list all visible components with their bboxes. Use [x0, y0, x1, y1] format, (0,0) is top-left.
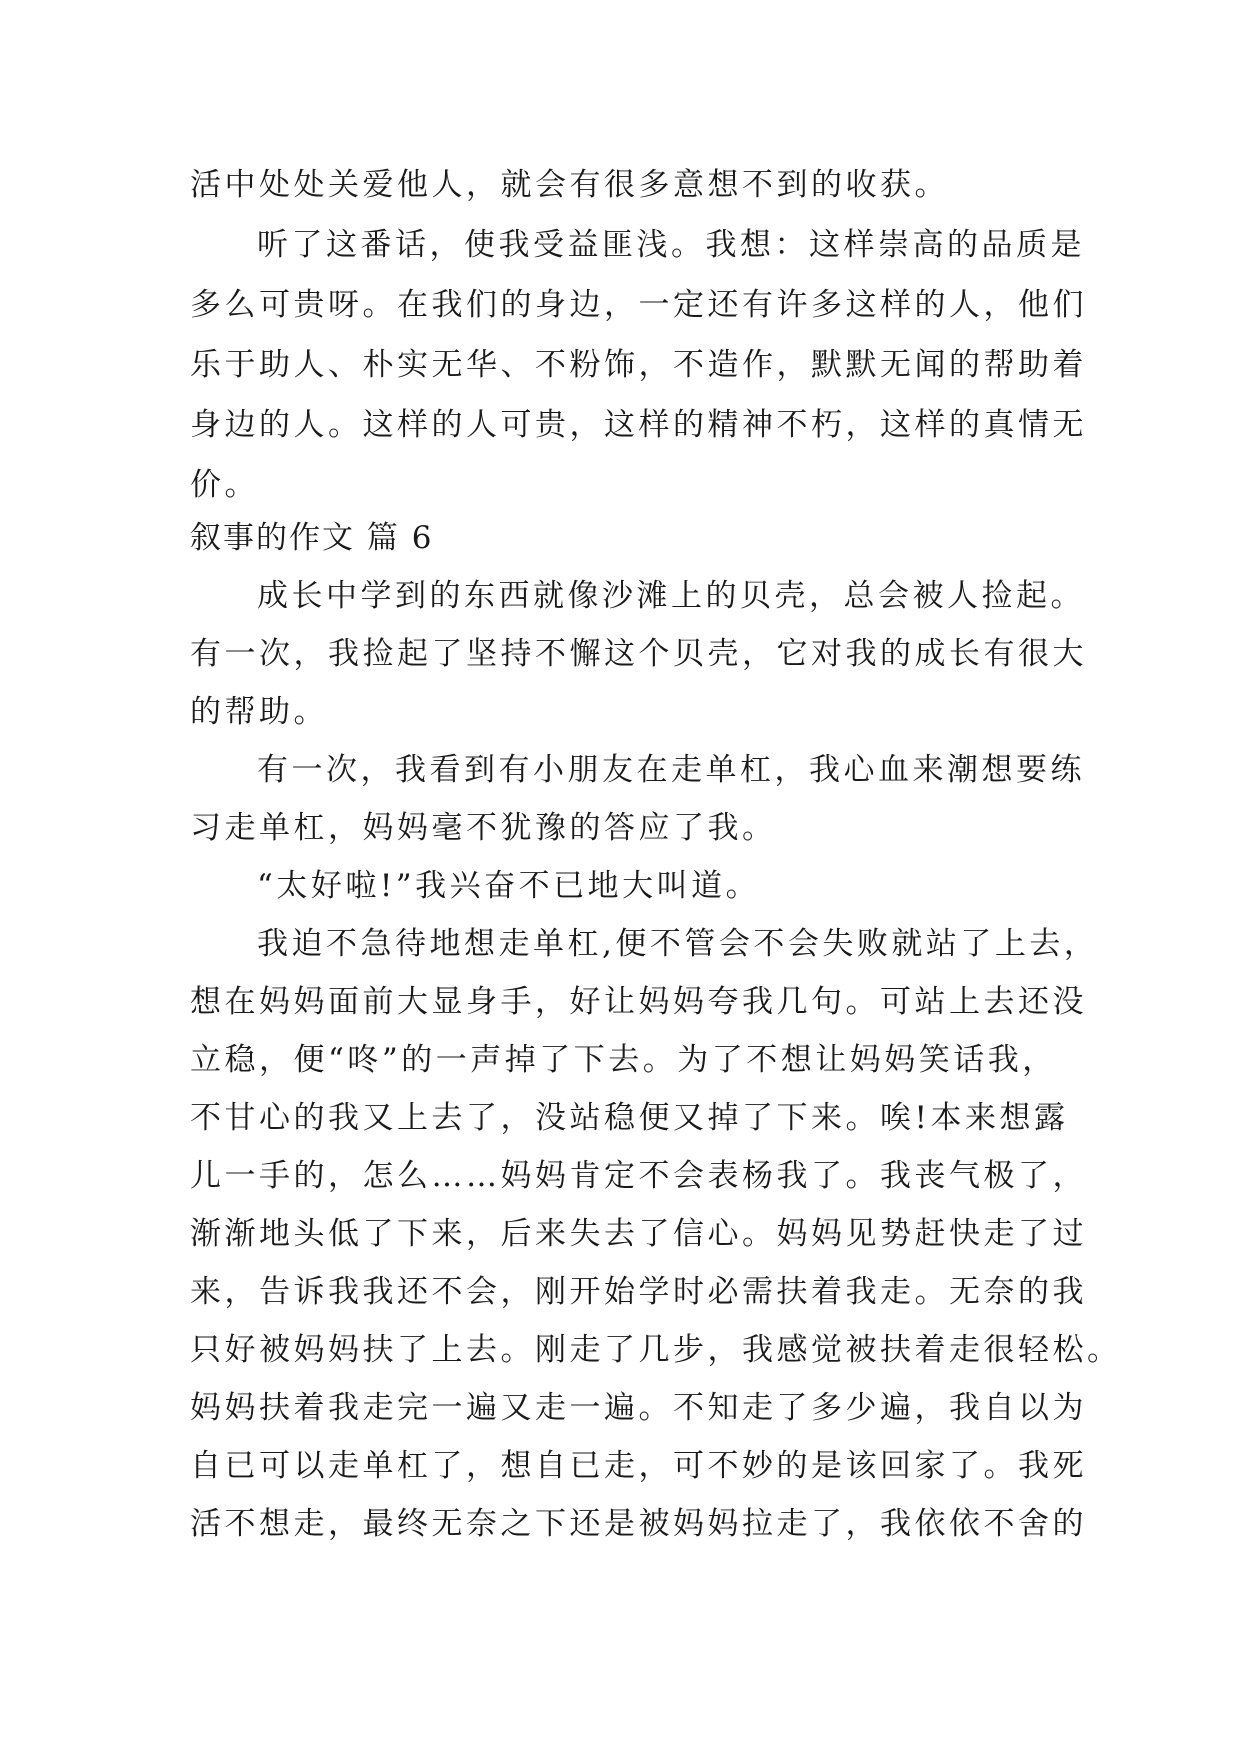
- text-line: 渐渐地头低了下来，后来失去了信心。妈妈见势赶快走了过: [190, 1216, 1087, 1252]
- paragraph-first-line: 成长中学到的东西就像沙滩上的贝壳，总会被人捡起。: [257, 578, 1085, 614]
- text-line: 价。: [190, 467, 259, 503]
- text-line: 活不想走，最终无奈之下还是被妈妈拉走了，我依依不舍的: [190, 1506, 1087, 1542]
- text-line: 自已可以走单杠了，想自已走，可不妙的是该回家了。我死: [190, 1448, 1087, 1484]
- text-line: 来，告诉我我还不会，刚开始学时必需扶着我走。无奈的我: [190, 1274, 1087, 1310]
- text-line: 儿一手的，怎么……妈妈肯定不会表杨我了。我丧气极了，: [190, 1158, 1087, 1194]
- text-line: 只好被妈妈扶了上去。刚走了几步，我感觉被扶着走很轻松。: [190, 1332, 1122, 1368]
- paragraph-first-line: “太好啦!”我兴奋不已地大叫道。: [257, 868, 761, 904]
- text-line: 立稳，便“咚”的一声掉了下去。为了不想让妈妈笑话我，: [190, 1042, 1057, 1078]
- text-line: 活中处处关爱他人，就会有很多意想不到的收获。: [190, 167, 949, 203]
- paragraph-first-line: 听了这番话，使我受益匪浅。我想：这样崇高的品质是: [257, 227, 1085, 263]
- text-line: 妈妈扶着我走完一遍又走一遍。不知走了多少遍，我自以为: [190, 1390, 1087, 1426]
- paragraph-first-line: 有一次，我看到有小朋友在走单杠，我心血来潮想要练: [257, 752, 1085, 788]
- text-line: 有一次，我捡起了坚持不懈这个贝壳，它对我的成长有很大: [190, 636, 1087, 672]
- text-line: 想在妈妈面前大显身手，好让妈妈夸我几句。可站上去还没: [190, 984, 1087, 1020]
- text-line: 乐于助人、朴实无华、不粉饰，不造作，默默无闻的帮助着: [190, 347, 1087, 383]
- text-line: 多么可贵呀。在我们的身边，一定还有许多这样的人，他们: [190, 287, 1087, 323]
- text-line: 身边的人。这样的人可贵，这样的精神不朽，这样的真情无: [190, 407, 1087, 443]
- section-heading: 叙事的作文 篇 6: [190, 520, 434, 556]
- text-line: 不甘心的我又上去了，没站稳便又掉了下来。唉!本来想露: [190, 1100, 1069, 1136]
- paragraph-first-line: 我迫不急待地想走单杠,便不管会不会失败就站了上去，: [257, 926, 1099, 962]
- text-line: 的帮助。: [190, 694, 328, 730]
- text-line: 习走单杠，妈妈毫不犹豫的答应了我。: [190, 810, 777, 846]
